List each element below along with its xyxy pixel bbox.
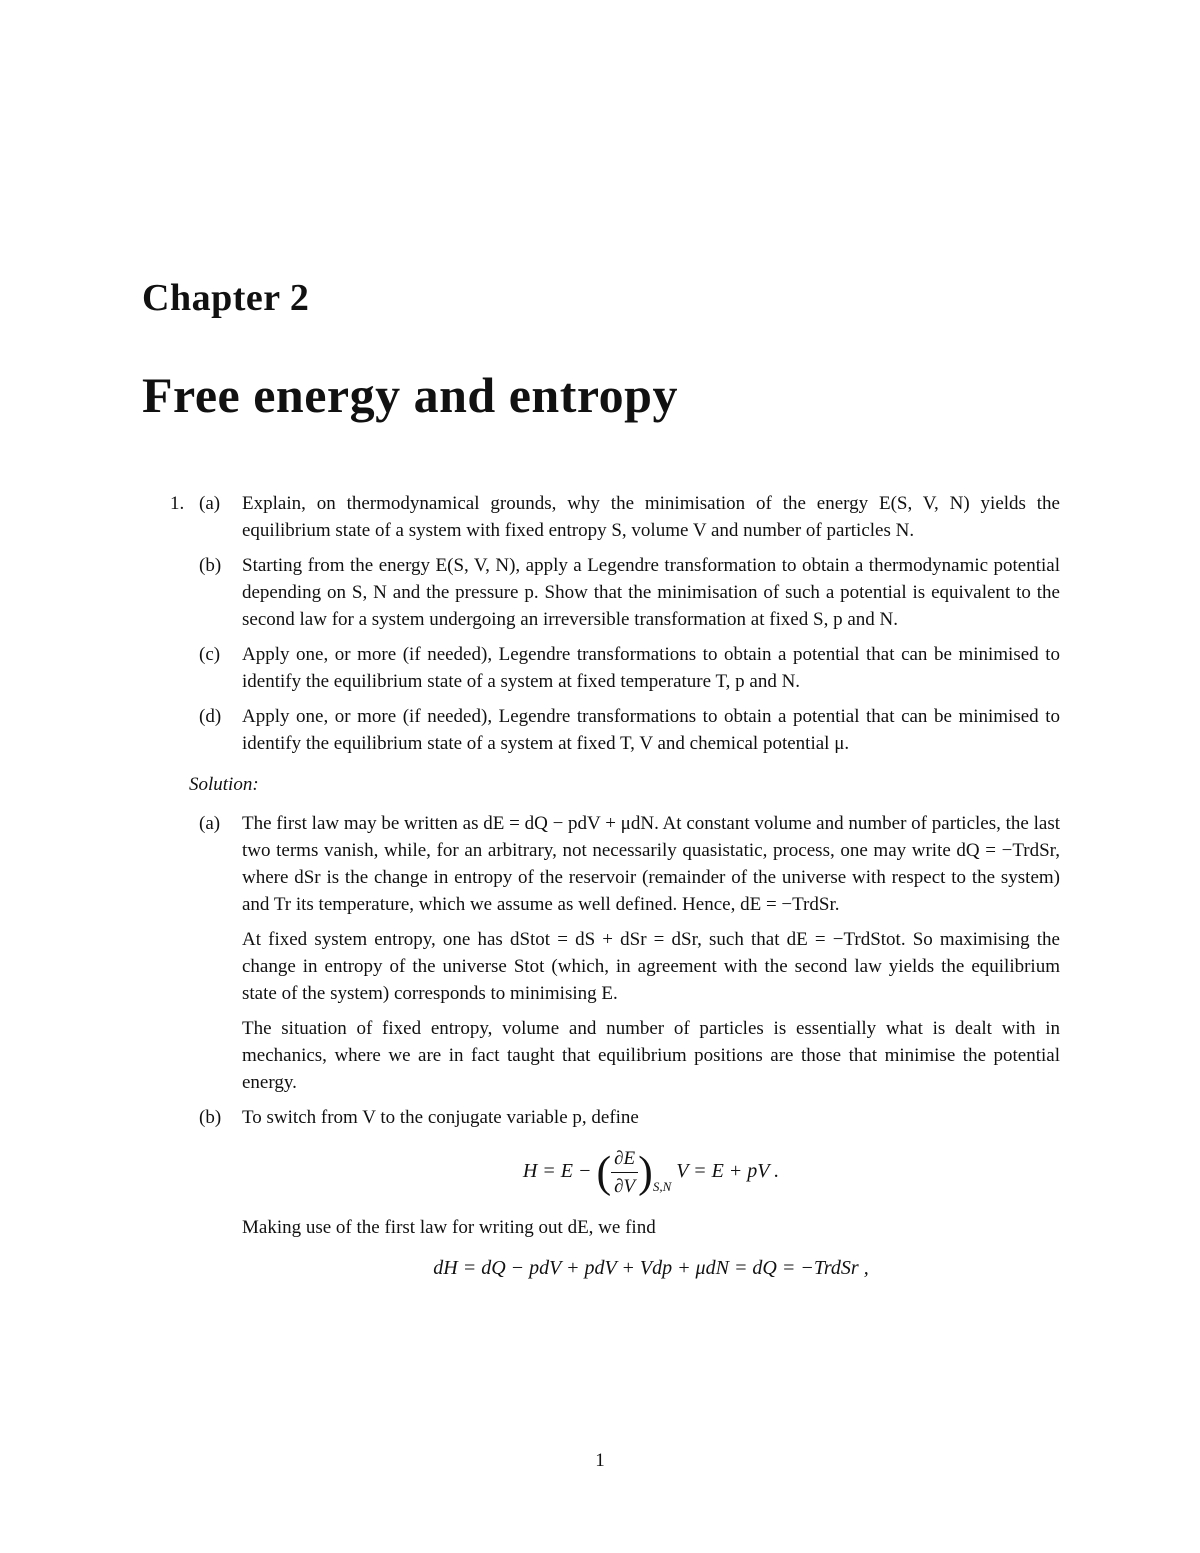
solution-part-b [142,1104,1060,1282]
chapter-body [142,490,1060,1296]
right-paren: ) [638,1147,653,1197]
part-label: (a) [199,493,221,514]
part-label: (c) [199,644,221,665]
page-number: 1 [595,1450,605,1471]
part-text: Explain, on thermodynamical grounds, why the minimisation of the energy E(S, V, N) yields the equilibrium state of a system with fixed entropy S, volume V and number of particles N. [242,493,1060,541]
chapter-label: Chapter 2 [142,277,310,319]
solution-paragraph: The first law may be written as dE = dQ − pdV + μdN. At constant volume and number of particles, the last two terms vanish, while, for an arbitrary, not necessarily quasistatic, process, one may write dQ = −TrdSr, where dSr is the change in entropy of the reservoir (remainder of the universe with respect to the system) and Tr its temperature, which we assume as well defined. Hence, dE = −TrdSr. [242,813,1060,915]
fraction-numerator: ∂E [611,1145,638,1173]
fraction-denominator: ∂V [614,1176,636,1197]
solution-paragraph: The situation of fixed entropy, volume and number of particles is essentially what is dealt with in mechanics, where we are in fact taught that equilibrium positions are those that minimise the potential energy. [242,1018,1060,1093]
question-number: 1. [170,493,185,514]
solution-label: Solution: [189,774,259,795]
question-part-d [142,703,1060,757]
question-part-c [142,641,1060,695]
part-label: (d) [199,706,222,727]
partial-derivative [611,1145,638,1200]
equation-rhs: V = E + pV . [676,1160,780,1183]
chapter-title: Free energy and entropy [142,367,678,423]
solution-paragraph: To switch from V to the conjugate variable p, define [242,1107,639,1128]
equation-lhs: H = E − [522,1160,592,1183]
question-1 [142,490,1060,757]
solution-paragraph: At fixed system entropy, one has dStot = dS + dSr = dSr, such that dE = −TrdStot. So maximising the change in entropy of the universe Stot (which, in agreement with the second law yields the equilibrium state of the system) corresponds to minimising E. [242,929,1060,1004]
part-text: Starting from the energy E(S, V, N), apply a Legendre transformation to obtain a thermodynamic potential depending on S, N and the pressure p. Show that the minimisation of such a potential is equivalent to the second law for a system undergoing an irreversible transformation at fixed S, p and N. [242,555,1060,630]
solution-paragraph: Making use of the first law for writing out dE, we find [242,1217,656,1239]
part-text: Apply one, or more (if needed), Legendre transformations to obtain a potential that can be minimised to identify the equilibrium state of a system at fixed T, V and chemical potential μ. [242,706,1060,754]
part-label: (a) [199,813,221,834]
equation-enthalpy [242,1145,1060,1200]
equation-subscript: S,N [652,1179,672,1195]
left-paren: ( [596,1147,612,1197]
equation-dh: dH = dQ − pdV + pdV + Vdp + μdN = dQ = −TrdSr , [433,1257,869,1280]
question-part-a [142,490,1060,544]
part-text: Apply one, or more (if needed), Legendre transformations to obtain a potential that can be minimised to identify the equilibrium state of a system at fixed temperature T, p and N. [242,644,1060,692]
solution-part-a [142,810,1060,1096]
question-part-b [142,552,1060,633]
part-label: (b) [199,1107,222,1128]
part-label: (b) [199,555,222,576]
